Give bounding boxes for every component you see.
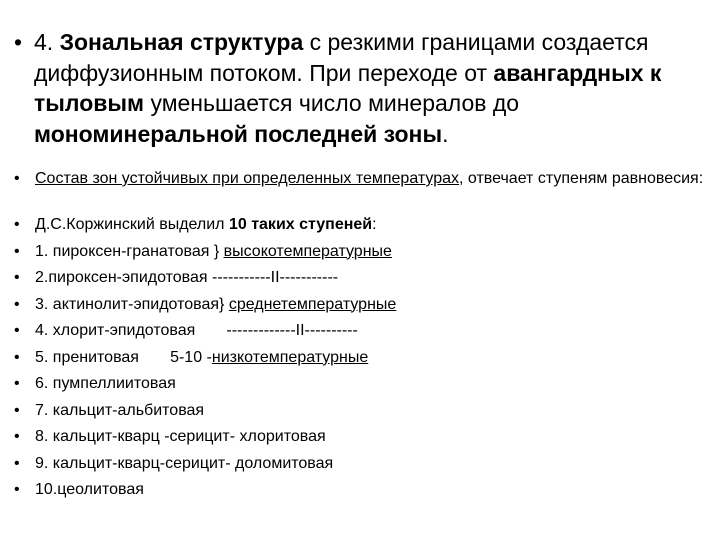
underlined-text: среднетемпературные xyxy=(228,295,397,313)
text-run: уменьшается число минералов до xyxy=(144,90,520,116)
list-item xyxy=(14,401,714,428)
bold-text: 10 таких ступеней xyxy=(228,216,373,233)
text-run: : xyxy=(372,216,377,233)
text-run: 1. пироксен-гранатовая } xyxy=(35,242,224,260)
bullet: • xyxy=(14,348,20,366)
bullet: • xyxy=(14,269,20,286)
text-run: Д.С.Коржинский выделил xyxy=(35,216,229,233)
bullet: • xyxy=(14,428,20,445)
text-run: 5. пренитовая 5-10 - xyxy=(35,348,212,366)
bold-term-avangard-to-rear: авангардных к тыловым xyxy=(34,59,662,116)
bullet: • xyxy=(14,29,23,55)
bullet: • xyxy=(14,454,20,472)
text-run: 4. хлорит-эпидотовая -------------II---------- xyxy=(35,322,358,339)
text-run: с резкими границами создается диффузионным потоком. При переходе от xyxy=(34,29,649,86)
text-run: , отвечает ступеням равновесия: xyxy=(459,170,704,187)
zonal-structure-paragraph xyxy=(14,27,714,149)
bold-term-zonal-structure: Зональная структура xyxy=(59,29,304,55)
bullet: • xyxy=(14,295,20,313)
underlined-text: Состав зон устойчивых при определенных температурах xyxy=(35,170,459,187)
bullet: • xyxy=(14,322,20,339)
list-item xyxy=(14,427,714,454)
list-item xyxy=(14,321,714,348)
list-item xyxy=(14,295,714,322)
bullet: • xyxy=(14,242,20,260)
list-item xyxy=(14,480,714,507)
text-run: 2.пироксен-эпидотовая -----------II----------- xyxy=(35,269,339,286)
text-run: 6. пумпеллиитовая xyxy=(35,375,176,392)
text-run: 7. кальцит-альбитовая xyxy=(35,401,205,419)
text-run: 9. кальцит-кварц-серицит- доломитовая xyxy=(35,454,334,472)
underlined-text: низкотемпературные xyxy=(211,348,369,366)
list-item xyxy=(14,242,714,269)
bullet: • xyxy=(14,481,20,498)
list-item xyxy=(14,454,714,481)
list-item xyxy=(14,215,714,242)
text-run: 8. кальцит-кварц -серицит- хлоритовая xyxy=(35,428,326,445)
text-run: 4. xyxy=(34,29,60,55)
text-run: 3. актинолит-эпидотовая} xyxy=(35,295,229,313)
list-item xyxy=(14,348,714,375)
list-item xyxy=(14,169,714,215)
list-item xyxy=(14,374,714,401)
facies-list xyxy=(14,169,714,507)
text-run: . xyxy=(442,120,449,147)
list-item xyxy=(14,268,714,295)
text-run: 10.цеолитовая xyxy=(35,481,144,498)
bullet: • xyxy=(14,401,20,419)
bullet: • xyxy=(14,375,20,392)
paragraph-text xyxy=(34,27,714,149)
bullet: • xyxy=(14,216,20,233)
bullet: • xyxy=(14,170,20,187)
bold-term-monomineral-zone: мономинеральной последней зоны xyxy=(34,120,443,147)
underlined-text: высокотемпературные xyxy=(223,242,392,260)
